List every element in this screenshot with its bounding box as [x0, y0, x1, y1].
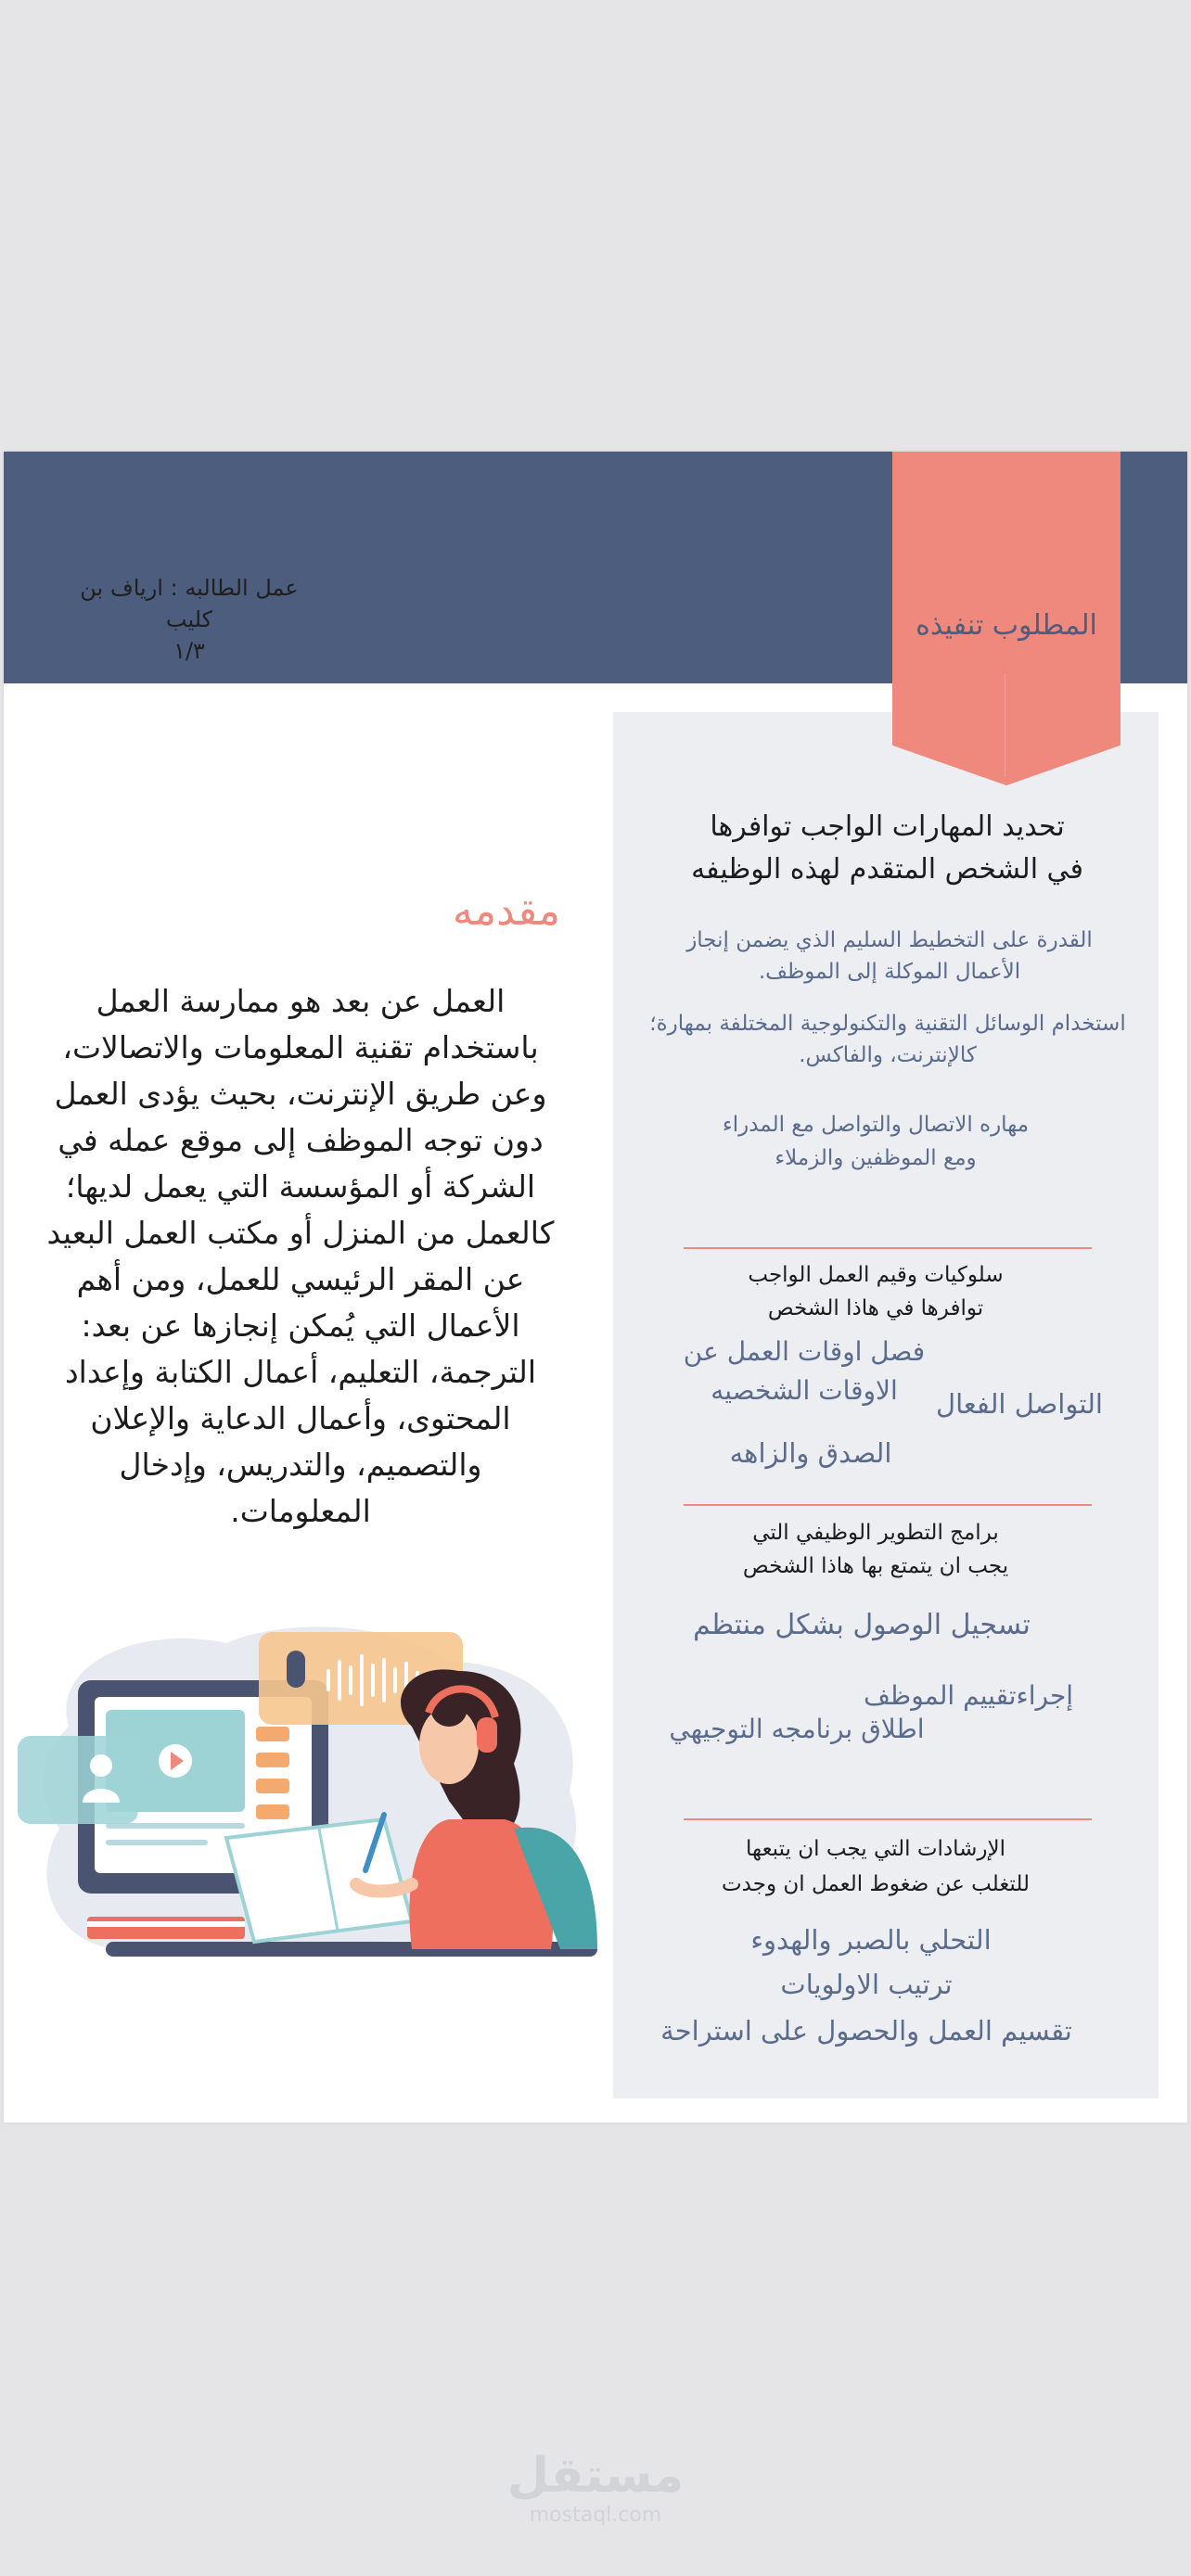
skill-technology-line1: استخدام الوسائل التقنية والتكنولوجية المختلفة بمهارة؛ [649, 1012, 1126, 1036]
headphone-cup-icon [477, 1717, 497, 1753]
intro-line: المعلومات. [230, 1493, 371, 1529]
guidelines-title [672, 1831, 1080, 1902]
intro-line: عن المقر الرئيسي للعمل، ومن أهم [76, 1261, 525, 1297]
open-notebook [226, 1819, 412, 1942]
intro-line: المحتوى، وأعمال الدعاية والإعلان [90, 1400, 511, 1436]
guidelines-title-line2: للتغلب عن ضغوط العمل ان وجدت [722, 1872, 1030, 1896]
intro-paragraph [32, 978, 570, 1535]
skill-technology-line2: كالإنترنت، والفاكس. [799, 1043, 977, 1067]
list-item-block [256, 1753, 289, 1767]
skill-planning-line2: الأعمال الموكلة إلى الموظف. [758, 960, 1021, 984]
remote-work-illustration [13, 1606, 597, 1977]
skill-technology [614, 1008, 1161, 1071]
list-item-block [256, 1727, 289, 1741]
microphone-icon [287, 1651, 305, 1688]
behavior-honesty: الصدق والزاهه [729, 1437, 892, 1469]
development-title-line2: يجب ان يتمتع بها هاذا الشخص [742, 1554, 1009, 1578]
guideline-priorities: ترتيب الاولويات [780, 1969, 953, 2000]
skill-communication [672, 1108, 1080, 1175]
caption-line [106, 1840, 208, 1845]
skill-planning [625, 925, 1154, 988]
behaviors-title-line2: توافرها في هاذا الشخص [767, 1296, 984, 1320]
list-item-block [256, 1779, 289, 1793]
intro-line: دون توجه الموظف إلى موقع عمله في [58, 1122, 544, 1158]
student-name: عمل الطالبه : ارياف بن كليب [80, 575, 299, 632]
student-credit [59, 572, 319, 667]
watermark-url: mostaql.com [529, 2504, 662, 2527]
user-card [18, 1736, 138, 1824]
skill-communication-line2: ومع الموظفين والزملاء [775, 1146, 977, 1170]
guidelines-title-line1: الإرشادات التي يجب ان يتبعها [745, 1837, 1006, 1861]
watermark [0, 2448, 1191, 2528]
intro-line: والتصميم، والتدريس، وإدخال [119, 1447, 482, 1483]
section-divider [684, 1504, 1092, 1506]
skills-title-line1: تحديد المهارات الواجب توافرها [710, 810, 1065, 843]
skills-title-line2: في الشخص المتقدم لهذه الوظيفه [691, 853, 1083, 886]
behavior-separate-times [670, 1333, 939, 1410]
program-check-in: تسجيل الوصول بشكل منتظم [693, 1609, 1031, 1641]
section-divider [684, 1818, 1092, 1820]
intro-title: مقدمه [452, 887, 560, 935]
intro-line: كالعمل من المنزل أو مكتب العمل البعيد [46, 1215, 555, 1251]
ribbon-title: المطلوب تنفيذه [916, 609, 1097, 642]
behaviors-title [672, 1258, 1080, 1325]
intro-line: باستخدام تقنية المعلومات والاتصالات، [62, 1029, 539, 1065]
program-evaluation: إجراءتقييم الموظف [863, 1680, 1074, 1711]
skill-planning-line1: القدرة على التخطيط السليم الذي يضمن إنجاز [686, 928, 1093, 952]
book-pages [87, 1921, 245, 1927]
intro-line: الأعمال التي يُمكن إنجازها عن بعد: [81, 1307, 520, 1344]
behaviors-title-line1: سلوكيات وقيم العمل الواجب [748, 1263, 1004, 1287]
behavior-separate-line1: فصل اوقات العمل عن [683, 1336, 926, 1367]
intro-line: وعن طريق الإنترنت، بحيث يؤدى العمل [54, 1076, 547, 1112]
guideline-breaks: تقسيم العمل والحصول على استراحة [660, 2015, 1072, 2047]
development-title [672, 1516, 1080, 1583]
skills-title [625, 806, 1149, 891]
section-divider [684, 1247, 1092, 1249]
behavior-separate-line2: الاوقات الشخصيه [711, 1375, 898, 1406]
document-page [4, 452, 1187, 2123]
behavior-communication: التواصل الفعال [936, 1388, 1103, 1420]
arm [356, 1884, 412, 1892]
development-title-line1: برامج التطوير الوظيفي التي [752, 1521, 999, 1545]
skill-communication-line1: مهاره الاتصال والتواصل مع المدراء [722, 1113, 1030, 1137]
watermark-logo: مستقل [506, 2448, 685, 2504]
guideline-patience: التحلي بالصبر والهدوء [750, 1924, 992, 1956]
book-stack [87, 1917, 245, 1939]
intro-line: الشركة أو المؤسسة التي يعمل لديها؛ [65, 1168, 536, 1205]
list-item-block [256, 1804, 289, 1819]
user-avatar-icon [90, 1754, 112, 1777]
program-mentoring: اطلاق برنامجه التوجيهي [669, 1714, 925, 1744]
intro-line: الترجمة، التعليم، أعمال الكتابة وإعداد [64, 1354, 537, 1390]
intro-line: العمل عن بعد هو ممارسة العمل [96, 983, 506, 1019]
page-number: ١/٣ [173, 638, 205, 664]
